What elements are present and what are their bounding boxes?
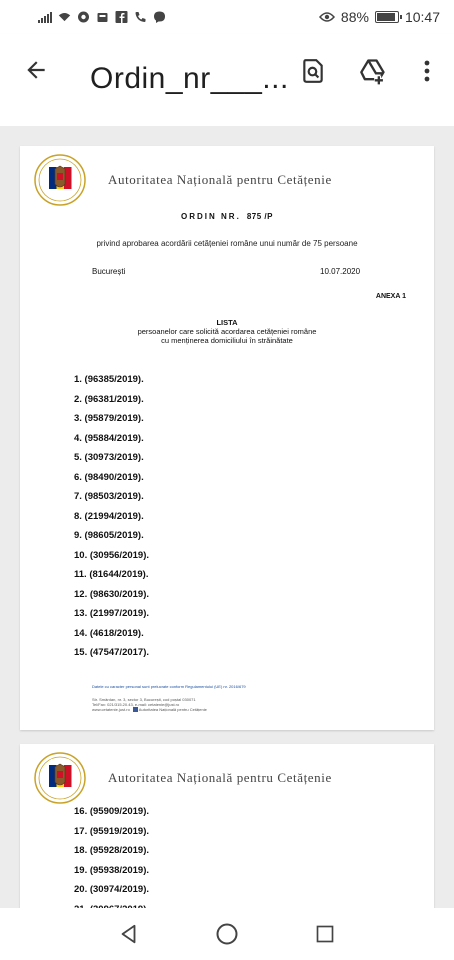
search-document-icon: [300, 58, 326, 84]
coat-of-arms-logo: [34, 752, 86, 804]
order-date: 10.07.2020: [320, 267, 361, 276]
organization-name: Autoritatea Națională pentru Cetățenie: [108, 770, 332, 785]
coat-of-arms-logo: [34, 154, 86, 206]
footer-website-link[interactable]: www.cetatenie.just.ro: [92, 707, 130, 712]
list-item: 12. (98630/2019).: [74, 588, 150, 600]
eye-icon: [319, 12, 335, 22]
list-item: 13. (21997/2019).: [74, 608, 150, 619]
order-label: ORDIN NR.: [181, 212, 241, 221]
list-subtitle-2: cu menținerea domiciliului în străinătate: [161, 336, 293, 345]
back-button[interactable]: [20, 54, 52, 86]
more-options-button[interactable]: [410, 54, 444, 88]
list-item: 19. (95938/2019).: [74, 864, 150, 876]
pdf-viewer[interactable]: [0, 126, 454, 908]
phone-icon: [134, 11, 147, 23]
order-heading: [20, 212, 434, 221]
chrome-icon: [77, 11, 90, 23]
list-item: 1. (96385/2019).: [74, 374, 144, 385]
footer-facebook-link[interactable]: Autoritatea Națională pentru Cetățenie: [138, 707, 207, 712]
list-item: 16. (95909/2019).: [74, 806, 150, 817]
list-item: 3. (95879/2019).: [74, 413, 144, 424]
applicant-list-page-1: [74, 370, 149, 663]
add-to-drive-button[interactable]: [356, 54, 390, 88]
wifi-icon: [58, 11, 71, 23]
list-item: 14. (4618/2019).: [74, 627, 144, 639]
gdpr-note: Datele cu caracter personal sunt prelucrate conform Regulamentului (UE) nr. 2016/679: [92, 684, 246, 689]
order-city: București: [92, 267, 126, 276]
list-item: 17. (95919/2019).: [74, 825, 150, 837]
list-item: 4. (95884/2019).: [74, 432, 144, 444]
organization-name: Autoritatea Națională pentru Cetățenie: [108, 172, 332, 187]
order-subject: privind aprobarea acordării cetățeniei române unui număr de 75 persoane: [96, 239, 358, 248]
footer-address: Str. Smârdan, nr. 3, sector 3, București, cod poștal 030071: [92, 697, 196, 702]
facebook-icon: [115, 11, 128, 23]
app-bar: [0, 34, 454, 126]
list-item: 6. (98490/2019).: [74, 471, 144, 483]
annex-label: ANEXA 1: [375, 293, 406, 300]
more-vert-icon: [424, 60, 430, 82]
list-item: 20. (30974/2019).: [74, 884, 150, 895]
home-circle-icon: [215, 922, 239, 946]
battery-percent: 88%: [340, 9, 369, 25]
bag-icon: [96, 11, 109, 23]
signal-icon: [38, 11, 52, 23]
facebook-icon: [133, 707, 138, 712]
footer-phone-email: Tel/Fax: 021/315.20.43, e-mail: cetatenie@just.ro: [92, 702, 180, 707]
status-bar: [0, 0, 454, 34]
nav-home-button[interactable]: [207, 914, 247, 954]
system-nav-bar: [0, 908, 454, 960]
recents-square-icon: [315, 924, 335, 944]
list-item: 11. (81644/2019).: [74, 569, 149, 580]
find-in-document-button[interactable]: [296, 54, 330, 88]
nav-back-button[interactable]: [109, 914, 149, 954]
list-item: 9. (98605/2019).: [74, 530, 144, 541]
add-to-drive-icon: [359, 57, 387, 85]
list-item: 5. (30973/2019).: [74, 452, 144, 463]
list-subtitle-1: persoanelor care solicită acordarea cetățeniei române: [137, 327, 317, 336]
status-right: [319, 9, 440, 25]
list-item: 7. (98503/2019).: [74, 491, 144, 502]
contact-footer: [92, 697, 207, 712]
status-left-icons: [38, 11, 166, 23]
list-item: 15. (47547/2017).: [74, 647, 150, 658]
list-item: 18. (95928/2019).: [74, 845, 150, 856]
page-header: [34, 154, 332, 206]
order-number: 875 /P: [246, 212, 273, 221]
battery-fill: [377, 13, 395, 21]
messenger-icon: [153, 11, 166, 23]
list-item: 8. (21994/2019).: [74, 510, 144, 522]
applicant-list-page-2: [74, 802, 149, 919]
pdf-page-1: [20, 146, 434, 730]
list-item: 2. (96381/2019).: [74, 393, 144, 405]
document-title: Ordin_nr___...: [90, 62, 289, 95]
footer-web: [92, 707, 207, 712]
page-header: [34, 752, 332, 804]
back-arrow-icon: [23, 57, 49, 83]
list-title: LISTA: [216, 318, 238, 327]
list-item: 10. (30956/2019).: [74, 549, 150, 561]
nav-recents-button[interactable]: [305, 914, 345, 954]
battery-icon: [375, 11, 399, 23]
clock: 10:47: [404, 9, 440, 25]
back-triangle-icon: [118, 923, 140, 945]
